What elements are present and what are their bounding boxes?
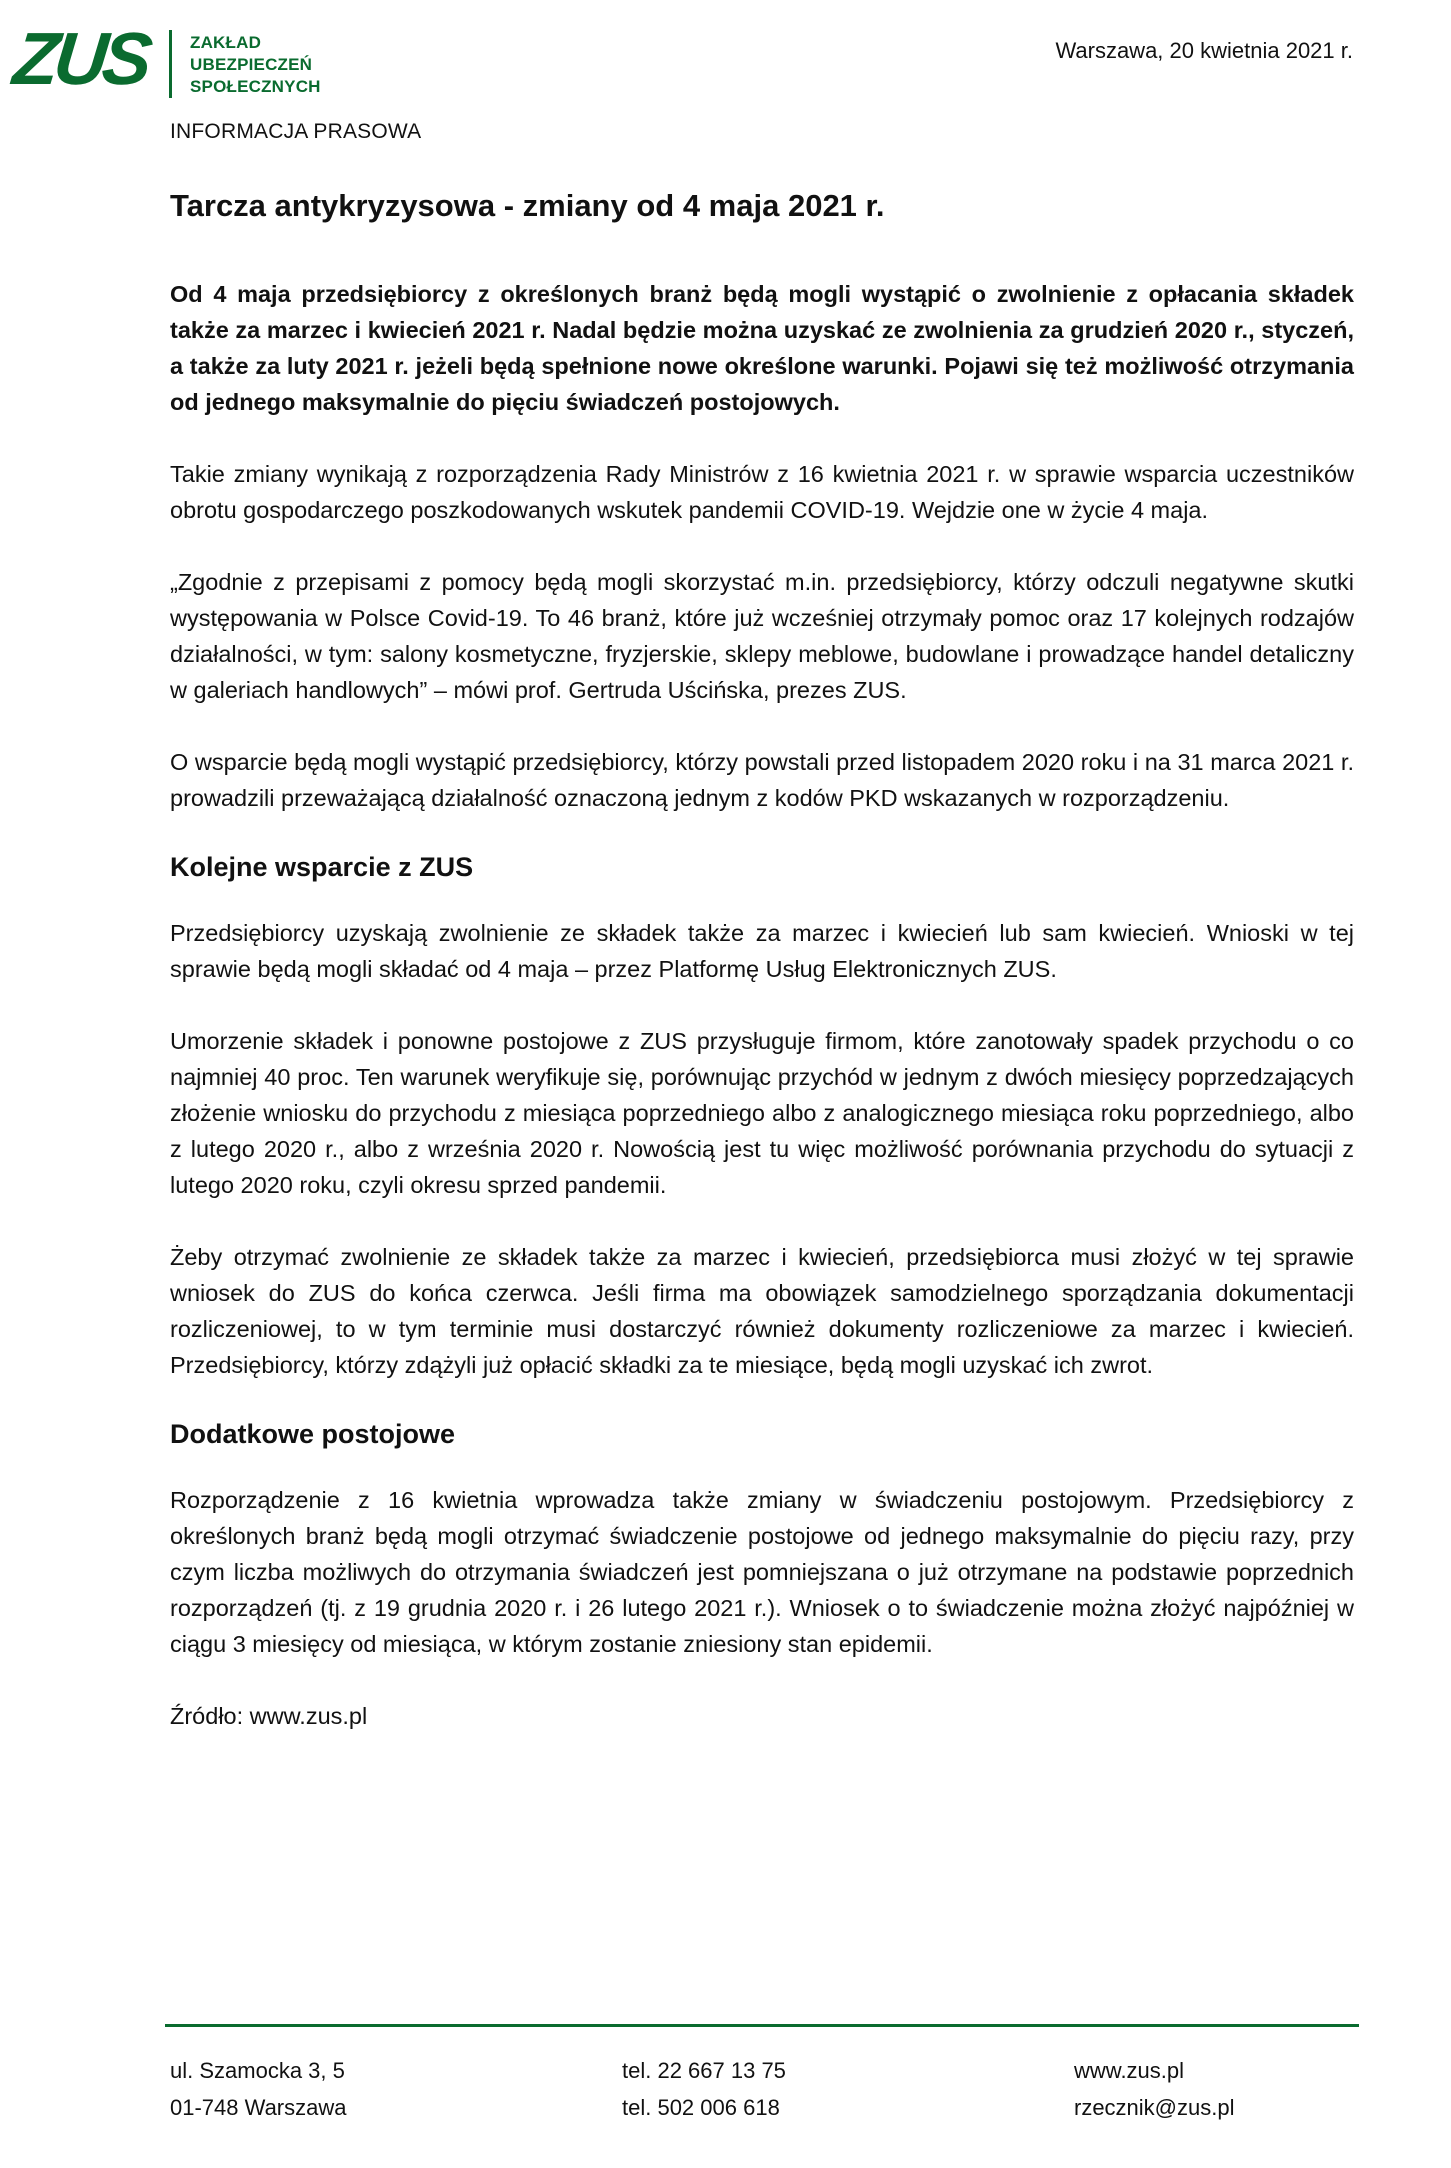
lead-paragraph: Od 4 maja przedsiębiorcy z określonych branż będą mogli wystąpić o zwolnienie z opłacania składek także za marzec i kwiecień 2021 r. Nadal będzie można uzyskać ze zwolnienia za grudzień 2020 r., styczeń, a także za luty 2021 r. jeżeli będą spełnione nowe określone warunki. Pojawi się też możliwość otrzymania od jednego maksymalnie do pięciu świadczeń postojowych.	[170, 281, 1354, 415]
footer-website-link[interactable]: www.zus.pl	[1074, 2058, 1185, 2083]
press-release-label: INFORMACJA PRASOWA	[170, 120, 422, 143]
paragraph: Przedsiębiorcy uzyskają zwolnienie ze składek także za marzec i kwiecień lub sam kwiecień. Wnioski w tej sprawie będą mogli składać od 4 maja – przez Platformę Usług Elektronicznych ZUS.	[170, 920, 1354, 982]
document-date: Warszawa, 20 kwietnia 2021 r.	[1055, 38, 1353, 63]
footer-street: ul. Szamocka 3, 5	[170, 2058, 345, 2083]
paragraph: Żeby otrzymać zwolnienie ze składek także za marzec i kwiecień, przedsiębiorca musi złożyć w tej sprawie wniosek do ZUS do końca czerwca. Jeśli firma ma obowiązek samodzielnego sporządzania dokumentacji rozliczeniowej, to w tym terminie musi dostarczyć również dokumenty rozliczeniowe za marzec i kwiecień. Przedsiębiorcy, którzy zdążyli już opłacić składki za te miesiące, będą mogli uzyskać ich zwrot.	[170, 1244, 1354, 1378]
logo-divider	[169, 30, 172, 98]
paragraph: O wsparcie będą mogli wystąpić przedsiębiorcy, którzy powstali przed listopadem 2020 roku i na 31 marca 2021 r. prowadzili przeważającą działalność oznaczoną jednym z kodów PKD wskazanych w rozporządzeniu.	[170, 749, 1354, 811]
logo-line-3: SPOŁECZNYCH	[190, 77, 321, 96]
zus-logo	[9, 17, 321, 100]
footer-divider	[165, 2024, 1359, 2027]
section-heading: Dodatkowe postojowe	[170, 1419, 456, 1449]
logo-text	[190, 32, 321, 98]
footer-address	[170, 2052, 622, 2126]
logo-line-2: UBEZPIECZEŃ	[190, 55, 313, 74]
paragraph: Rozporządzenie z 16 kwietnia wprowadza także zmiany w świadczeniu postojowym. Przedsiębiorcy z określonych branż będą mogli otrzymać świadczenie postojowe od jednego maksymalnie do pięciu razy, przy czym liczba możliwych do otrzymania świadczeń jest pomniejszana o już otrzymane na podstawie poprzednich rozporządzeń (tj. z 19 grudnia 2020 r. i 26 lutego 2021 r.). Wniosek o to świadczenie można złożyć najpóźniej w ciągu 3 miesięcy od miesiąca, w którym zostanie zniesiony stan epidemii.	[170, 1487, 1354, 1657]
footer-phone-2: tel. 502 006 618	[622, 2095, 780, 2120]
document-title: Tarcza antykryzysowa - zmiany od 4 maja 2021 r.	[170, 188, 885, 223]
footer-phone-1: tel. 22 667 13 75	[622, 2058, 786, 2083]
zus-logo-mark: ZUS	[9, 17, 152, 100]
footer	[170, 2052, 1354, 2126]
paragraph: Umorzenie składek i ponowne postojowe z ZUS przysługuje firmom, które zanotowały spadek przychodu o co najmniej 40 proc. Ten warunek weryfikuje się, porównując przychód w jednym z dwóch miesięcy poprzedzających złożenie wniosku do przychodu z miesiąca poprzedniego albo z analogicznego miesiąca roku poprzedniego, albo z lutego 2020 r., albo z września 2020 r. Nowością jest tu więc możliwość porównania przychodu do sytuacji z lutego 2020 roku, czyli okresu sprzed pandemii.	[170, 1028, 1354, 1198]
quote-paragraph: „Zgodnie z przepisami z pomocy będą mogli skorzystać m.in. przedsiębiorcy, którzy odczuli negatywne skutki występowania w Polsce Covid-19. To 46 branż, które już wcześniej otrzymały pomoc oraz 17 kolejnych rodzajów działalności, w tym: salony kosmetyczne, fryzjerskie, sklepy meblowe, budowlane i prowadzące handel detaliczny w galeriach handlowych” – mówi prof. Gertruda Uścińska, prezes ZUS.	[170, 569, 1354, 703]
paragraph: Takie zmiany wynikają z rozporządzenia Rady Ministrów z 16 kwietnia 2021 r. w sprawie wsparcia uczestników obrotu gospodarczego poszkodowanych wskutek pandemii COVID-19. Wejdzie one w życie 4 maja.	[170, 461, 1354, 523]
document-body	[170, 188, 1354, 1734]
footer-city: 01-748 Warszawa	[170, 2095, 347, 2120]
logo-line-1: ZAKŁAD	[190, 33, 262, 52]
footer-email-link[interactable]: rzecznik@zus.pl	[1074, 2095, 1235, 2120]
source-line: Źródło: www.zus.pl	[170, 1703, 368, 1729]
footer-web	[1074, 2052, 1354, 2126]
footer-phones	[622, 2052, 1074, 2126]
section-heading: Kolejne wsparcie z ZUS	[170, 852, 474, 882]
